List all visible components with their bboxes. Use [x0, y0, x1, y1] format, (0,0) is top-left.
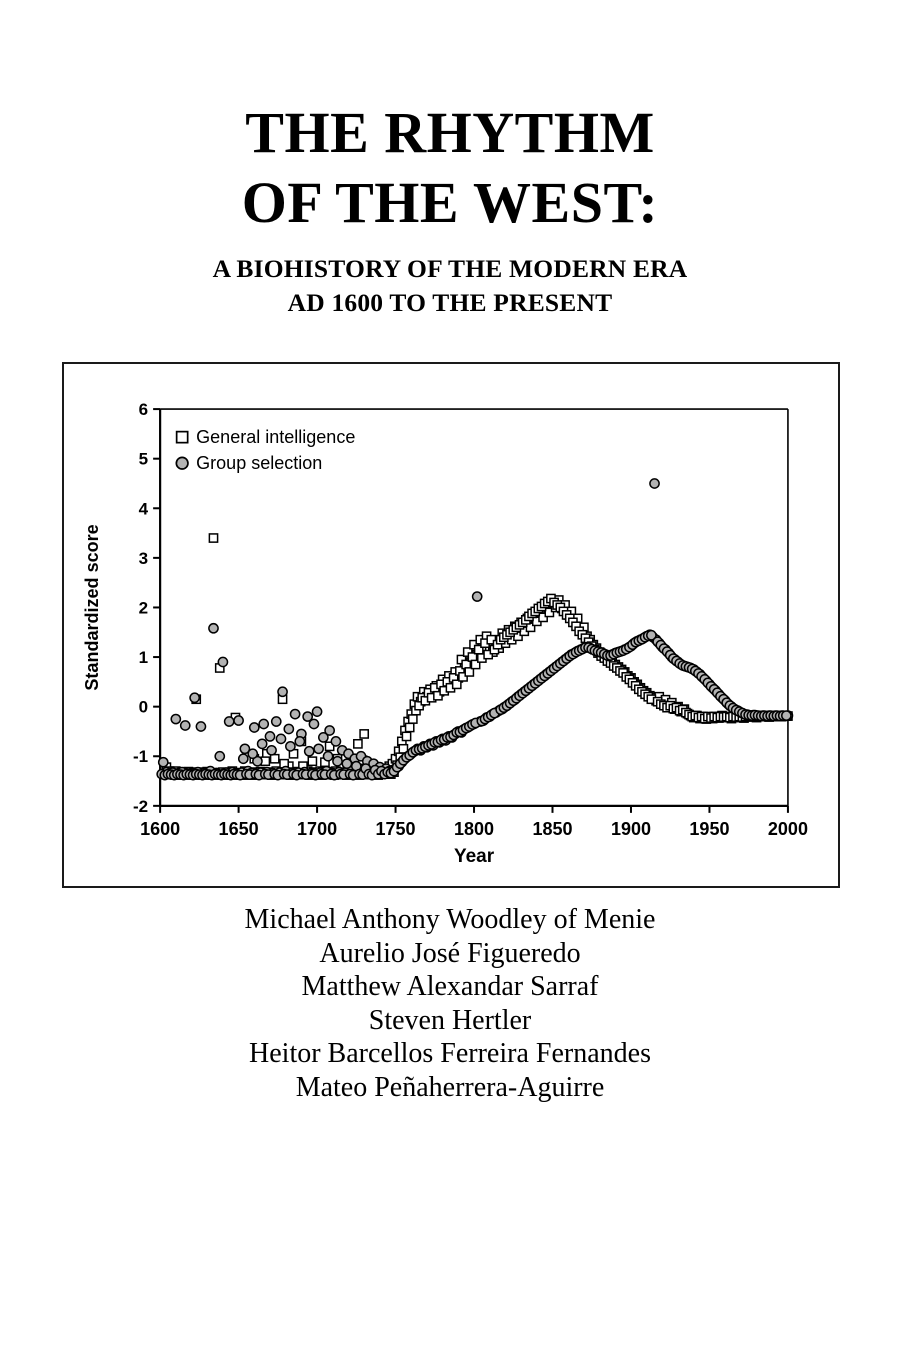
y-tick-label: 6 — [138, 400, 149, 420]
data-point-circle — [286, 742, 295, 751]
x-tick-label: 1850 — [532, 818, 573, 839]
cover-figure — [62, 362, 840, 888]
data-point-circle — [295, 737, 304, 746]
author-name: Michael Anthony Woodley of Menie — [244, 904, 656, 935]
data-point-circle — [258, 739, 267, 748]
x-tick-label: 2000 — [767, 818, 808, 839]
data-point-circle — [284, 724, 293, 733]
author-name: Mateo Peñaherrera-Aguirre — [295, 1071, 605, 1103]
data-point-circle — [248, 749, 257, 758]
data-point-circle — [267, 746, 276, 755]
data-point-circle — [218, 657, 227, 666]
legend-label: General intelligence — [196, 427, 356, 448]
data-point-circle — [325, 726, 334, 735]
data-point-square — [271, 755, 279, 763]
x-tick-label: 1950 — [689, 818, 730, 839]
legend-item-general-intelligence[interactable] — [177, 427, 356, 447]
data-point-circle — [272, 717, 281, 726]
data-point-square — [406, 723, 414, 731]
series-group-selection — [157, 479, 792, 780]
x-tick-label: 1800 — [453, 818, 495, 839]
y-tick-label: 2 — [138, 598, 149, 618]
legend-label: Group selection — [196, 453, 323, 474]
x-tick-label: 1750 — [375, 818, 416, 839]
data-point-circle — [331, 737, 340, 746]
data-point-circle — [650, 479, 659, 488]
author-name: Steven Hertler — [368, 1004, 532, 1036]
data-point-circle — [323, 752, 332, 761]
data-point-circle — [309, 719, 318, 728]
data-point-square — [354, 740, 362, 748]
author-list — [0, 903, 900, 1105]
x-tick-label: 1900 — [610, 818, 652, 839]
data-point-circle — [473, 592, 482, 601]
data-point-circle — [333, 757, 342, 766]
data-point-circle — [290, 709, 299, 718]
scatter-chart — [64, 364, 838, 886]
y-tick-label: -2 — [132, 796, 149, 816]
author-name: Matthew Alexandar Sarraf — [301, 971, 599, 1003]
y-tick-label: 0 — [138, 697, 149, 717]
x-tick-label: 1700 — [297, 818, 338, 839]
data-point-circle — [215, 752, 224, 761]
data-point-circle — [342, 759, 351, 768]
page-title — [0, 98, 900, 237]
data-point-circle — [171, 714, 180, 723]
x-tick-label: 1600 — [140, 818, 181, 839]
legend-marker-square — [177, 432, 188, 443]
data-point-circle — [305, 747, 314, 756]
legend-item-group-selection[interactable] — [176, 453, 322, 473]
y-tick-label: 4 — [138, 499, 149, 519]
data-point-square — [209, 534, 217, 542]
data-point-circle — [312, 707, 321, 716]
data-point-square — [402, 732, 410, 740]
data-point-circle — [239, 754, 248, 763]
legend-marker-circle — [176, 457, 188, 469]
y-axis-title: Standardized score — [82, 524, 103, 691]
x-tick-label: 1650 — [218, 818, 259, 839]
y-tick-label: 1 — [138, 648, 149, 668]
data-point-circle — [259, 719, 268, 728]
y-tick-label: 5 — [138, 449, 149, 469]
data-point-circle — [265, 732, 274, 741]
x-axis-title: Year — [453, 845, 495, 867]
author-name: Heitor Barcellos Ferreira Fernandes — [249, 1038, 651, 1070]
data-point-square — [409, 715, 417, 723]
data-point-square — [308, 757, 316, 765]
data-point-circle — [314, 744, 323, 753]
page-subtitle — [0, 252, 900, 319]
y-tick-label: 3 — [138, 548, 149, 568]
series-general-intelligence — [162, 534, 792, 779]
title-line-2: OF THE WEST: — [241, 169, 659, 235]
data-point-square — [360, 730, 368, 738]
data-point-circle — [276, 734, 285, 743]
data-point-circle — [190, 693, 199, 702]
data-point-circle — [782, 711, 791, 720]
data-point-circle — [225, 717, 234, 726]
data-point-circle — [159, 758, 168, 767]
y-tick-label: -1 — [132, 747, 149, 767]
data-point-circle — [181, 721, 190, 730]
data-point-circle — [250, 723, 259, 732]
subtitle-line-2: AD 1600 TO THE PRESENT — [287, 287, 613, 317]
title-line-1: THE RHYTHM — [245, 100, 655, 165]
data-point-circle — [234, 716, 243, 725]
subtitle-line-1: A BIOHISTORY OF THE MODERN ERA — [212, 254, 688, 283]
data-point-circle — [278, 687, 287, 696]
data-point-circle — [209, 624, 218, 633]
author-name: Aurelio José Figueredo — [319, 937, 581, 969]
data-point-circle — [196, 722, 205, 731]
